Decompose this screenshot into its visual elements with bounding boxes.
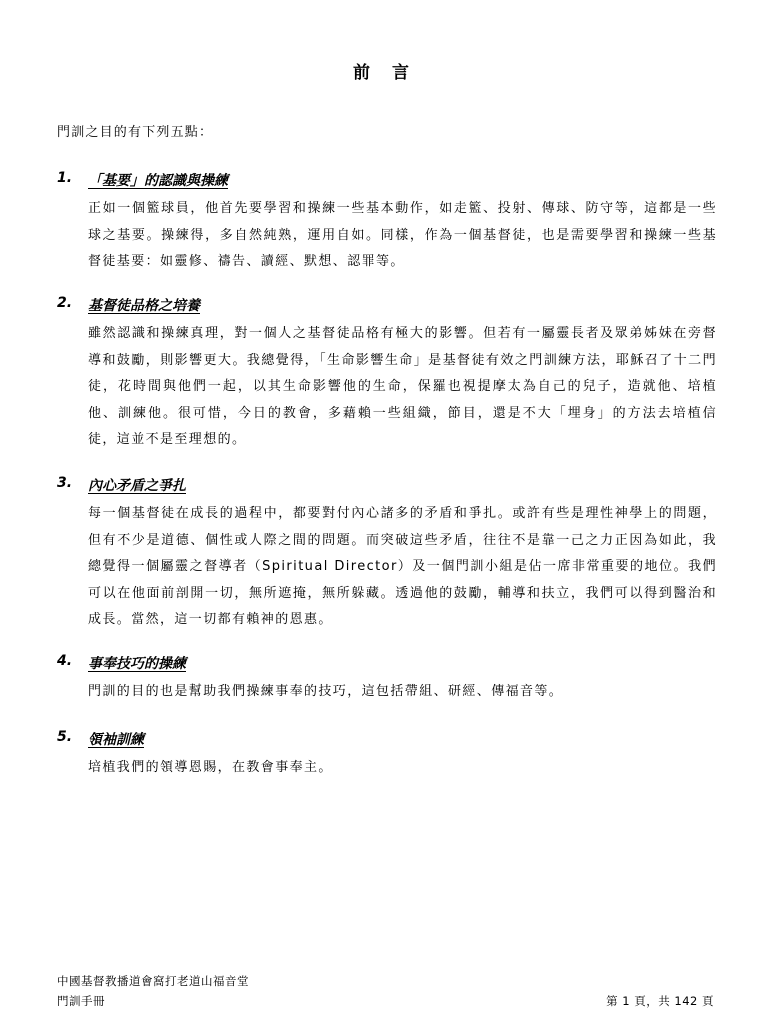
page-title: 前 言: [353, 63, 417, 83]
section-body: 每一個基督徒在成長的過程中，都要對付內心諸多的矛盾和爭扎。或許有些是理性神學上的問題，但有不少是道德、個性或人際之間的問題。而突破這些矛盾，往往不是靠一己之力正因為如此，我總覺得一個屬靈之督導者（Spiritual Director）及一個門訓小組是佔一席非常重要的地位。我們可以在他面前剖開一切，無所遮掩，無所躲藏。透過他的鼓勵，輔導和扶立，我們可以得到醫治和成長。當然，這一切都有賴神的恩惠。: [88, 506, 717, 627]
section-title: 基督徒品格之培養: [88, 298, 200, 314]
page-number: 第 1 頁，共 142 頁: [606, 994, 714, 1008]
section-number: 4.: [57, 653, 73, 669]
section-heading: [57, 295, 717, 321]
section-title: 「基要」的認識與操練: [88, 173, 228, 189]
section-body: 門訓的目的也是幫助我們操練事奉的技巧，這包括帶組、研經、傳福音等。: [88, 684, 564, 699]
footer-organization: 中國基督教播道會窩打老道山福音堂: [57, 974, 249, 988]
section-4: [57, 653, 717, 706]
section-heading: [57, 729, 717, 755]
section-number: 2.: [57, 295, 73, 311]
section-heading: [57, 653, 717, 679]
section-body: 雖然認識和操練真理，對一個人之基督徒品格有極大的影響。但若有一屬靈長者及眾弟姊妹在旁督導和鼓勵，則影響更大。我總覺得，「生命影響生命」是基督徒有效之門訓練方法，耶穌召了十二門徒，花時間與他們一起，以其生命影響他的生命，保羅也視提摩太為自己的兒子，造就他、培植他、訓練他。很可惜，今日的教會，多藉賴一些組織，節目，還是不大「埋身」的方法去培植信徒，這並不是至理想的。: [88, 326, 717, 447]
section-title: 事奉技巧的操練: [88, 656, 186, 672]
footer-manual-name: 門訓手冊: [57, 994, 105, 1008]
section-title: 內心矛盾之爭扎: [88, 478, 186, 494]
section-number: 3.: [57, 475, 73, 491]
section-number: 5.: [57, 729, 73, 745]
section-1: [57, 170, 717, 276]
section-5: [57, 729, 717, 782]
section-body: 正如一個籃球員，他首先要學習和操練一些基本動作，如走籃、投射、傳球、防守等，這都是一些球之基要。操練得，多自然純熟，運用自如。同樣，作為一個基督徒，也是需要學習和操練一些基督徒基要：如靈修、禱告、讀經、默想、認罪等。: [88, 201, 717, 269]
section-number: 1.: [57, 170, 73, 186]
intro-text: 門訓之目的有下列五點：: [57, 125, 214, 140]
section-heading: [57, 170, 717, 196]
section-2: [57, 295, 717, 454]
section-title: 領袖訓練: [88, 732, 144, 748]
section-3: [57, 475, 717, 634]
section-heading: [57, 475, 717, 501]
section-body: 培植我們的領導恩賜，在教會事奉主。: [88, 760, 333, 775]
